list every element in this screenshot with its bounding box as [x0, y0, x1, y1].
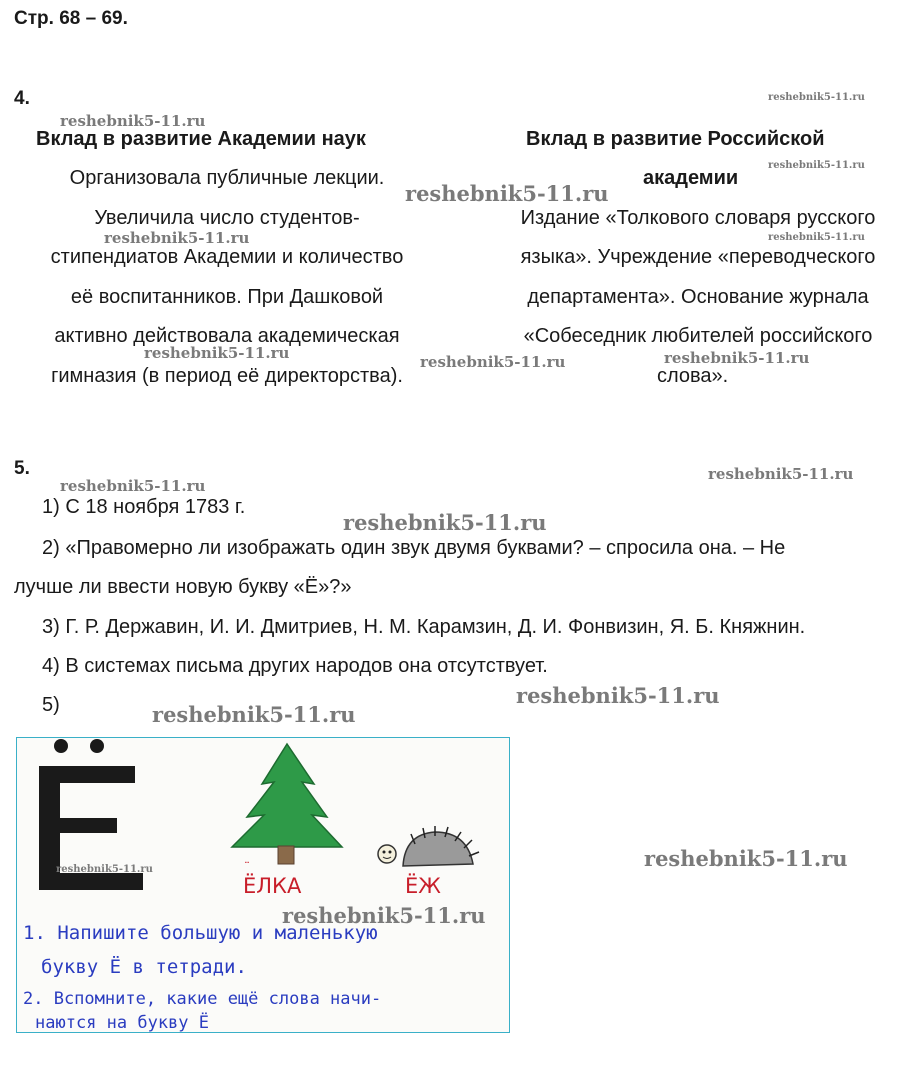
hand-line-1: 1. Напишите большую и маленькую [23, 922, 378, 944]
watermark: reshebnik5-11.ru [516, 683, 720, 708]
watermark: reshebnik5-11.ru [60, 112, 206, 130]
watermark: reshebnik5-11.ru [768, 232, 865, 243]
left-line-6: гимназия (в период её директорства). [51, 365, 403, 387]
fir-tree-icon [222, 742, 352, 872]
hand-line-3: 2. Вспомните, какие ещё слова начи- [23, 989, 382, 1009]
answer-3: 3) Г. Р. Державин, И. И. Дмитриев, Н. М. Карамзин, Д. И. Фонвизин, Я. Б. Княжнин. [42, 616, 806, 638]
answer-4: 4) В системах письма других народов она отсутствует. [42, 655, 548, 677]
watermark: reshebnik5-11.ru [708, 465, 854, 483]
page-header: Стр. 68 – 69. [14, 8, 128, 29]
right-column-heading-1: Вклад в развитие Российской [526, 128, 825, 150]
answer-5: 5) [42, 694, 60, 716]
task5-number: 5. [14, 458, 30, 479]
right-line-4: «Собеседник любителей российского [523, 325, 873, 347]
left-line-5: активно действовала академическая [54, 325, 400, 347]
right-column-heading-2: академии [643, 167, 739, 189]
answer-2-line-1: 2) «Правомерно ли изображать один звук двумя буквами? – спросила она. – Не [42, 537, 786, 559]
watermark: reshebnik5-11.ru [644, 846, 848, 871]
watermark: reshebnik5-11.ru [56, 864, 153, 875]
watermark: reshebnik5-11.ru [282, 903, 486, 928]
tree-word: ЁЛКА [243, 874, 302, 898]
right-line-1: Издание «Толкового словаря русского [520, 207, 876, 229]
answer-2-line-2: лучше ли ввести новую букву «Ё»?» [14, 576, 352, 598]
watermark: reshebnik5-11.ru [768, 92, 865, 103]
answer-1: 1) С 18 ноября 1783 г. [42, 496, 246, 518]
left-column-heading: Вклад в развитие Академии наук [36, 128, 366, 150]
watermark: reshebnik5-11.ru [144, 344, 290, 362]
hedgehog-icon [375, 826, 485, 876]
watermark: reshebnik5-11.ru [768, 160, 865, 171]
hand-line-2: букву Ё в тетради. [41, 956, 247, 978]
watermark: reshebnik5-11.ru [420, 353, 566, 371]
hand-line-4: наются на букву Ё [35, 1013, 209, 1033]
tree-word-dots: ¨ [244, 860, 250, 874]
watermark: reshebnik5-11.ru [152, 702, 356, 727]
hedgehog-word: ЁЖ [405, 874, 441, 898]
left-line-4: её воспитанников. При Дашковой [70, 286, 384, 308]
watermark: reshebnik5-11.ru [343, 510, 547, 535]
left-line-1: Организовала публичные лекции. [69, 167, 385, 189]
watermark: reshebnik5-11.ru [405, 181, 609, 206]
watermark: reshebnik5-11.ru [664, 349, 810, 367]
watermark: reshebnik5-11.ru [60, 477, 206, 495]
right-line-2: языка». Учреждение «переводческого [520, 246, 876, 268]
left-line-3: стипендиатов Академии и количество [50, 246, 404, 268]
watermark: reshebnik5-11.ru [104, 229, 250, 247]
left-line-2: Увеличила число студентов- [94, 207, 360, 229]
task4-number: 4. [14, 88, 30, 109]
right-line-5: слова». [657, 365, 729, 387]
right-line-3: департамента». Основание журнала [527, 286, 869, 308]
letter-yo-drawing [16, 737, 510, 1033]
